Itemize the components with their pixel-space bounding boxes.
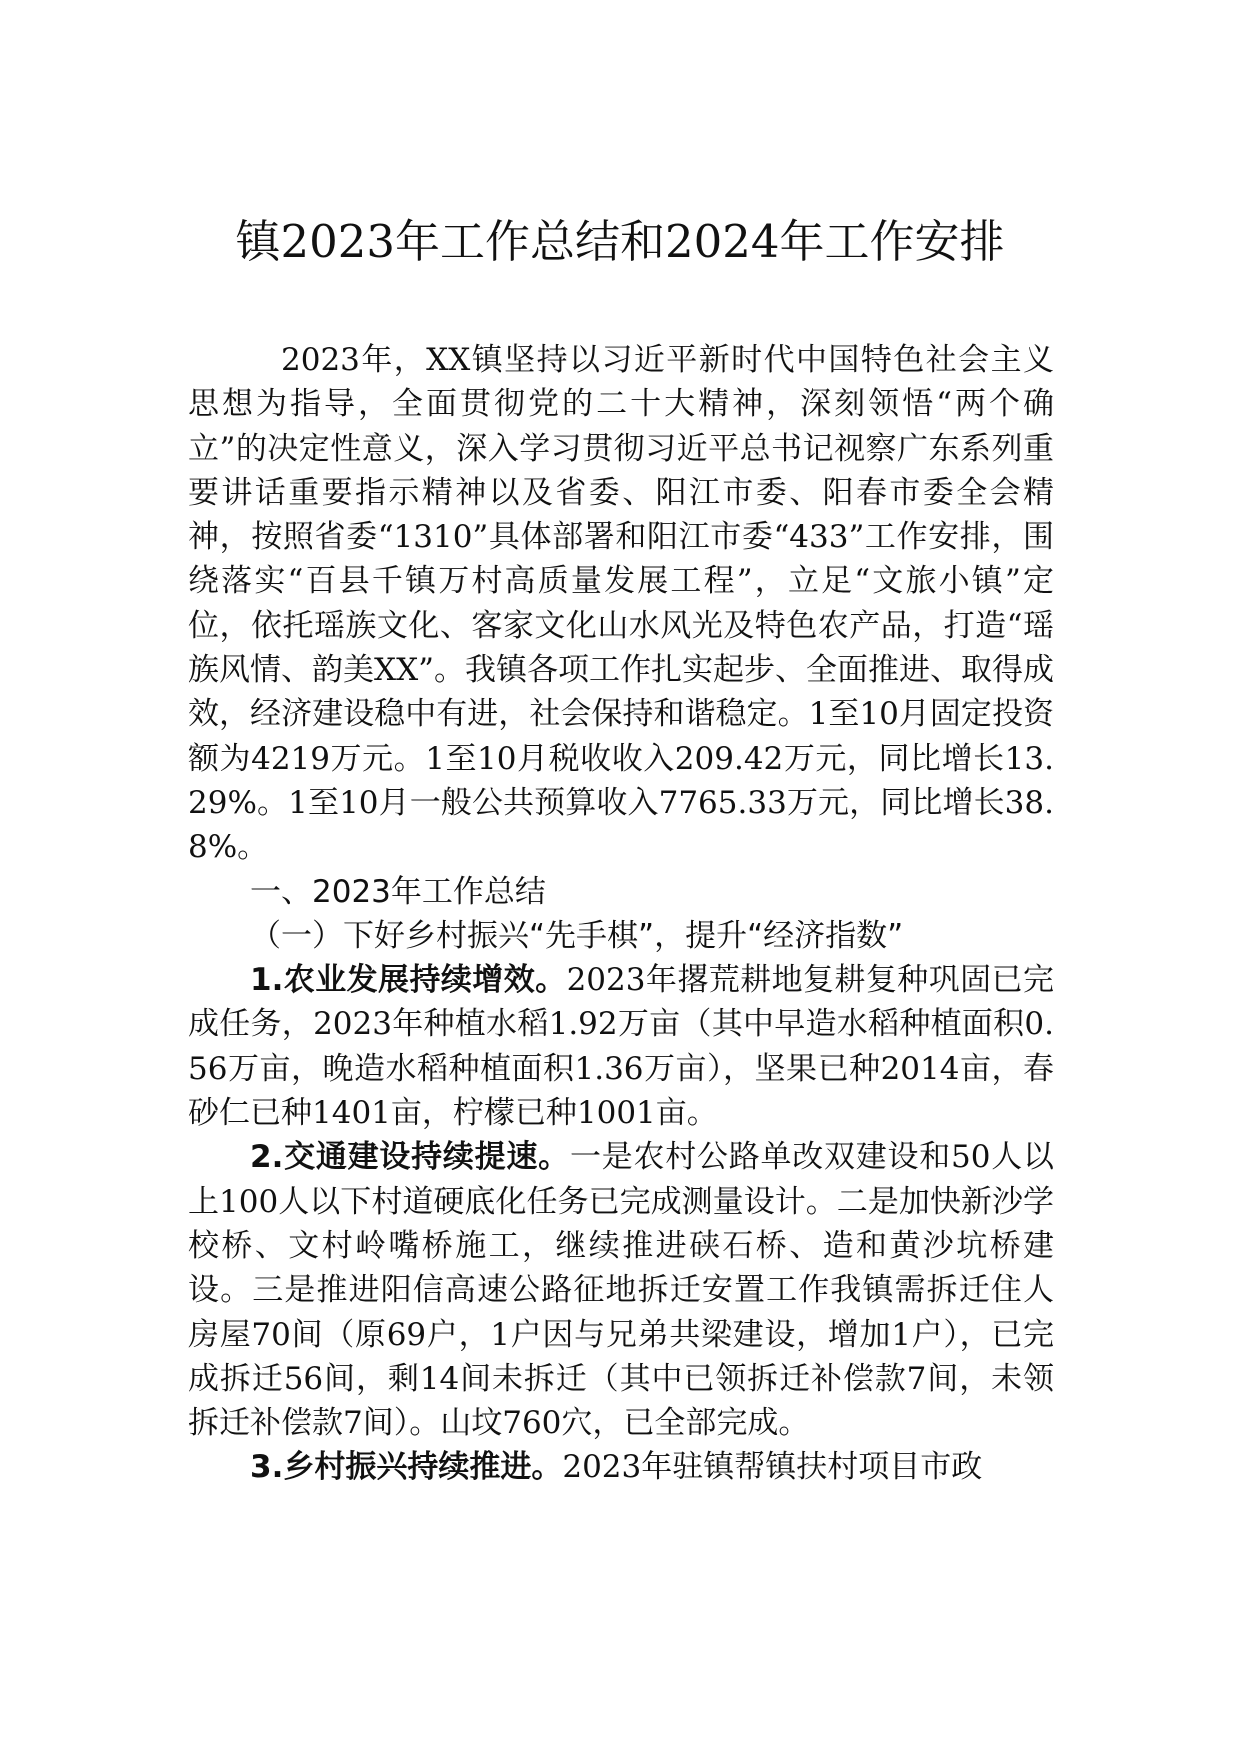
- subsection-heading-rural-revitalization: （一）下好乡村振兴“先手棋”，提升“经济指数”: [250, 917, 904, 954]
- item-transport-paragraph: [188, 1135, 1054, 1445]
- item-rural-revitalization-lead: 3.乡村振兴持续推进。: [250, 1449, 563, 1486]
- intro-paragraph: 2023年，XX镇坚持以习近平新时代中国特色社会主义思想为指导，全面贯彻党的二十大精神，深刻领悟“两个确立”的决定性意义，深入学习贯彻习近平总书记视察广东系列重要讲话重要指示精神以及省委、阳江市委、阳春市委全会精神，按照省委“1310”具体部署和阳江市委“433”工作安排，围绕落实“百县千镇万村高质量发展工程”，立足“文旅小镇”定位，依托瑶族文化、客家文化山水风光及特色农产品，打造“瑶族风情、韵美XX”。我镇各项工作扎实起步、全面推进、取得成效，经济建设稳中有进，社会保持和谐稳定。1至10月固定投资额为4219万元。1至10月税收收入209.42万元，同比增长13.29%。1至10月一般公共预算收入7765.33万元，同比增长38.8%。: [188, 342, 1054, 866]
- item-agriculture-text: 2023年撂荒耕地复耕复种巩固已完成任务，2023年种植水稻1.92万亩（其中早造水稻种植面积0.56万亩，晚造水稻种植面积1.36万亩），坚果已种2014亩，春砂仁已种1401亩，柠檬已种1001亩。: [188, 962, 1054, 1132]
- document-title: 镇2023年工作总结和2024年工作安排: [235, 215, 1005, 268]
- document-body: [188, 338, 1054, 1490]
- item-agriculture-paragraph: [188, 958, 1054, 1135]
- item-transport-text: 一是农村公路单改双建设和50人以上100人以下村道硬底化任务已完成测量设计。二是加快新沙学校桥、文村岭嘴桥施工，继续推进硖石桥、造和黄沙坑桥建设。三是推进阳信高速公路征地拆迁安置工作我镇需拆迁住人房屋70间（原69户，1户因与兄弟共梁建设，增加1户），已完成拆迁56间，剩14间未拆迁（其中已领拆迁补偿款7间，未领拆迁补偿款7间）。山坟760穴，已全部完成。: [188, 1139, 1054, 1442]
- item-rural-revitalization-paragraph: [188, 1445, 1054, 1489]
- item-agriculture-lead: 1.农业发展持续增效。: [250, 962, 567, 999]
- item-rural-revitalization-text: 2023年驻镇帮镇扶村项目市政: [562, 1449, 983, 1486]
- item-transport-lead: 2.交通建设持续提速。: [250, 1139, 570, 1176]
- section-heading-work-summary: 一、2023年工作总结: [250, 873, 546, 910]
